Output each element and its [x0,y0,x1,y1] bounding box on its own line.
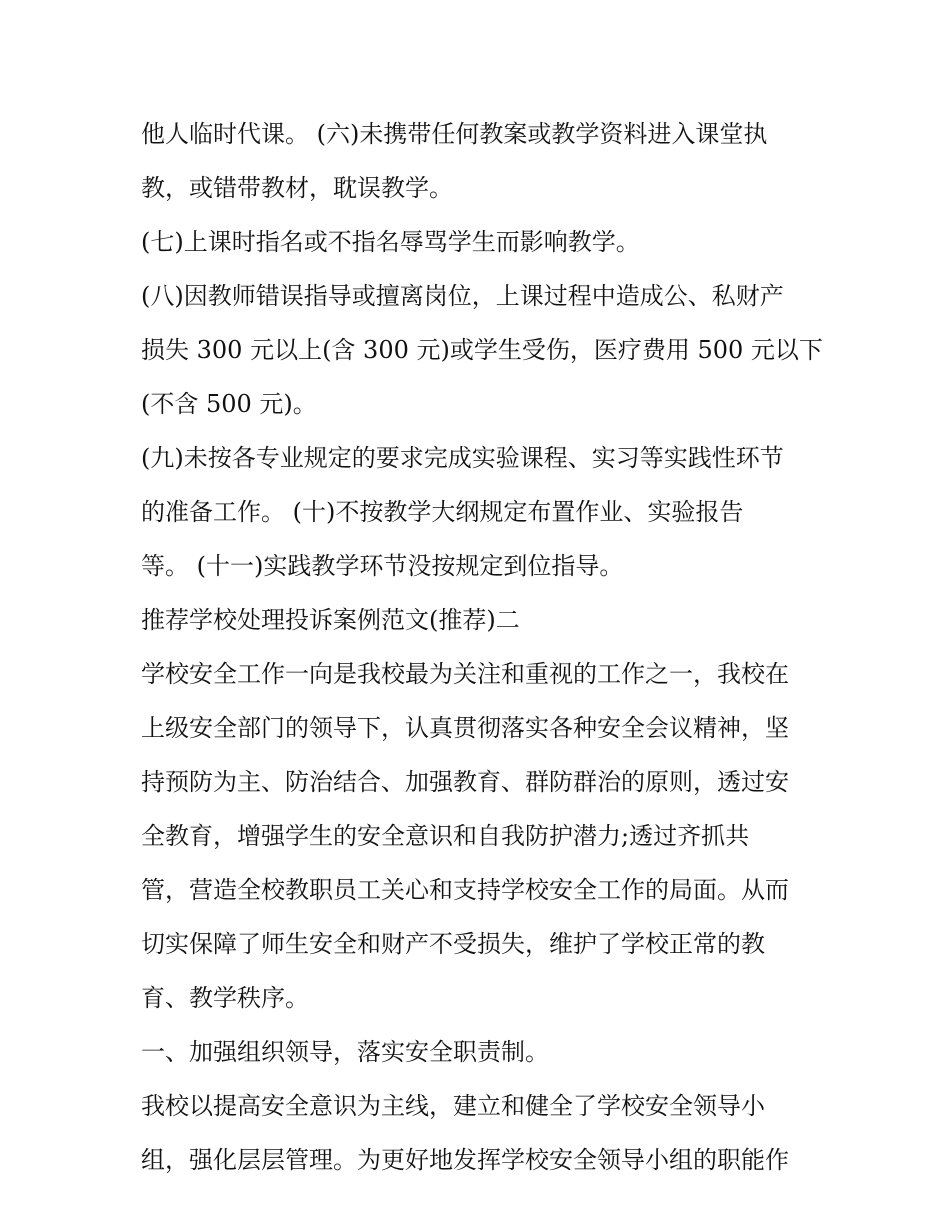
text-line: 我校以提高安全意识为主线，建立和健全了学校安全领导小 [141,1092,765,1120]
text-line: 教，或错带教材，耽误教学。 [141,174,453,202]
subsection-heading: 一、加强组织领导，落实安全职责制。 [141,1038,549,1066]
text-line: (不含 500 元)。 [141,390,317,418]
text-line: 组，强化层层管理。为更好地发挥学校安全领导小组的职能作 [141,1146,789,1174]
text-line: 切实保障了师生安全和财产不受损失，维护了学校正常的教 [141,930,765,958]
text-line: 全教育，增强学生的安全意识和自我防护潜力;透过齐抓共 [141,822,750,850]
text-line: 他人临时代课。 (六)未携带任何教案或教学资料进入课堂执 [141,120,768,148]
text-line: 的准备工作。 (十)不按教学大纲规定布置作业、实验报告 [141,498,744,526]
section-heading: 推荐学校处理投诉案例范文(推荐)二 [141,606,520,634]
text-line: 育、教学秩序。 [141,984,309,1012]
text-line: 上级安全部门的领导下，认真贯彻落实各种安全会议精神，坚 [141,714,789,742]
text-line: 管，营造全校教职员工关心和支持学校安全工作的局面。从而 [141,876,789,904]
text-line: (八)因教师错误指导或擅离岗位，上课过程中造成公、私财产 [141,282,784,310]
text-line: 等。 (十一)实践教学环节没按规定到位指导。 [141,552,624,580]
text-line: 学校安全工作一向是我校最为关注和重视的工作之一，我校在 [141,660,789,688]
document-body [141,107,831,1187]
text-line: (七)上课时指名或不指名辱骂学生而影响教学。 [141,228,640,256]
text-line: (九)未按各专业规定的要求完成实验课程、实习等实践性环节 [141,444,784,472]
text-line: 损失 300 元以上(含 300 元)或学生受伤，医疗费用 500 元以下 [141,336,823,364]
text-line: 持预防为主、防治结合、加强教育、群防群治的原则，透过安 [141,768,789,796]
